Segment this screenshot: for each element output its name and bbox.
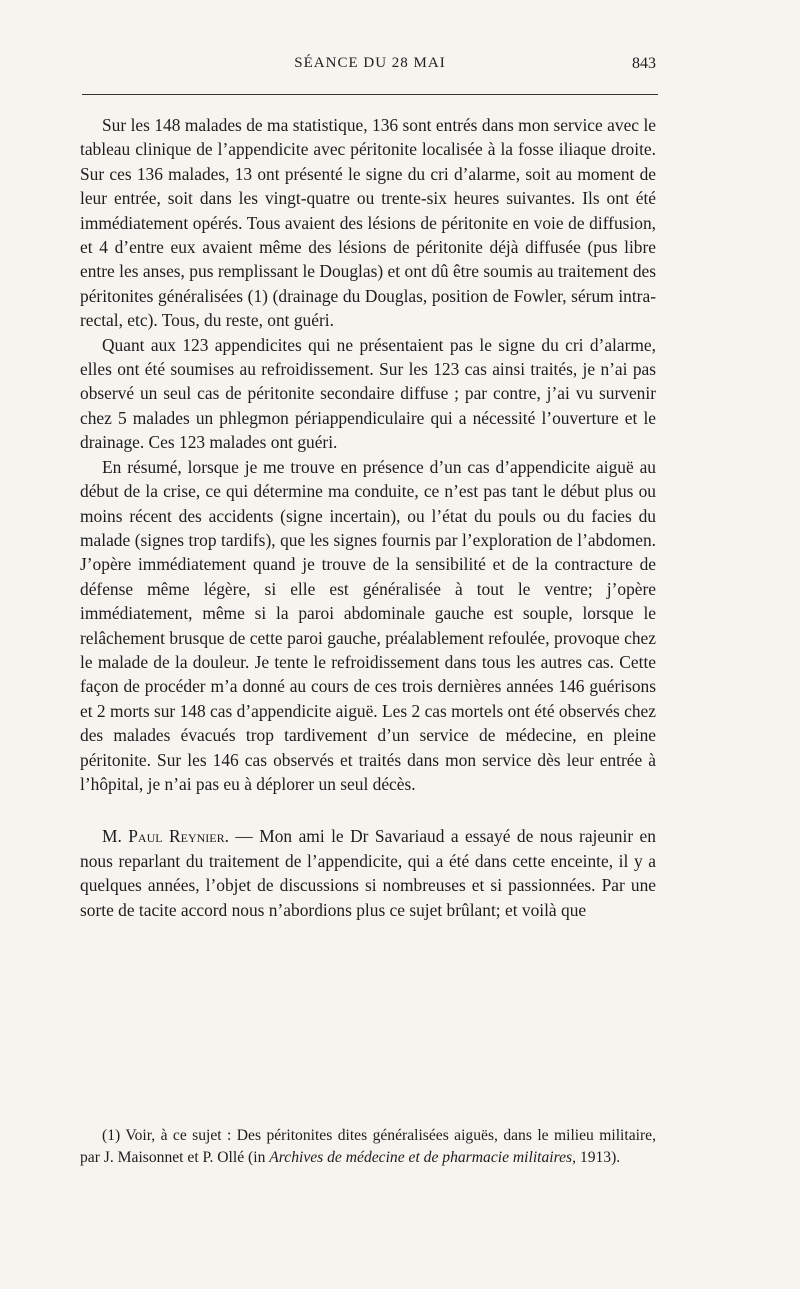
footnote-text xyxy=(80,1125,656,1168)
header-rule xyxy=(82,94,658,95)
footnote-body: (1) Voir, à ce sujet : Des péritonites dites généralisées aiguës, dans le milieu militaire, par J. Maisonnet et P. Ollé (in xyxy=(80,1127,656,1166)
page-header xyxy=(82,55,658,85)
footnote xyxy=(80,1125,656,1168)
speaker-name: Paul Reynier xyxy=(128,826,225,847)
speaker-prefix: M. xyxy=(102,826,129,847)
paragraph-refroidissement: Quant aux 123 appendicites qui ne présentaient pas le signe du cri d’alarme, elles ont été soumises au refroidissement. Sur les 123 cas ainsi traités, je n’ai pas observé un seul cas de péritonite secondaire diffuse ; par contre, j’ai vu survenir chez 5 malades un phlegmon périappendiculaire qui a nécessité l’ouverture et le drainage. Ces 123 malades ont guéri. xyxy=(80,334,656,453)
footnote-source: Archives de médecine et de pharmacie militaires xyxy=(269,1148,573,1166)
body-text xyxy=(80,113,656,922)
paragraph-resume: En résumé, lorsque je me trouve en présence d’un cas d’appendicite aiguë au début de la crise, ce qui détermine ma conduite, ce n’est pas tant le début plus ou moins récent des accidents (signe incertain), ou l’état du pouls ou du facies du malade (signes trop tardifs), que les signes fournis par l’exploration de l’abdomen. J’opère immédiatement quand je trouve de la sensibilité et de la contracture de défense même légère, si elle est généralisée à tout le ventre; j’opère immédiatement, même si la paroi abdominale gauche est souple, lorsque le relâchement brusque de cette paroi gauche, préalablement refoulée, provoque chez le malade de la douleur. Je tente le refroidissement dans tous les autres cas. Cette façon de procéder m’a donné au cours de ces trois dernières années 146 guérisons et 2 morts sur 148 cas d’appendicite aiguë. Les 2 cas mortels ont été observés chez des malades évacués trop tardivement d’un service de médecine, en pleine péritonite. Sur les 146 cas observés et traités dans mon service dès leur entrée à l’hôpital, je n’ai pas eu à déplorer un seul décès. xyxy=(80,456,656,794)
page-number: 843 xyxy=(632,55,656,72)
running-title: SÉANCE DU 28 MAI xyxy=(294,55,446,71)
paragraph-statistics: Sur les 148 malades de ma statistique, 136 sont entrés dans mon service avec le tableau clinique de l’appendicite avec péritonite localisée à la fosse iliaque droite. Sur ces 136 malades, 13 ont présenté le signe du cri d’alarme, soit au moment de leur entrée, soit dans les vingt-quatre ou trente-six heures suivantes. Ils ont été immédiatement opérés. Tous avaient des lésions de péritonite en voie de diffusion, et 4 d’entre eux avaient même des lésions de péritonite déjà diffusée (pus libre entre les anses, pus remplissant le Douglas) et ont dû être soumis au traitement des péritonites généralisées (1) (drainage du Douglas, position de Fowler, sérum intra-rectal, etc). Tous, du reste, ont guéri. xyxy=(80,115,656,331)
footnote-tail: , 1913). xyxy=(572,1148,621,1166)
paragraph-reynier xyxy=(80,824,656,922)
speech-text: . — Mon ami le Dr Savariaud a essayé de nous rajeunir en nous reparlant du traitement de l’appendicite, qui a été dans cette enceinte, il y a quelques années, l’objet de discussions si nombreuses et si passionnées. Par une sorte de tacite accord nous n’abordions plus ce sujet brûlant; et voilà que xyxy=(80,826,656,920)
